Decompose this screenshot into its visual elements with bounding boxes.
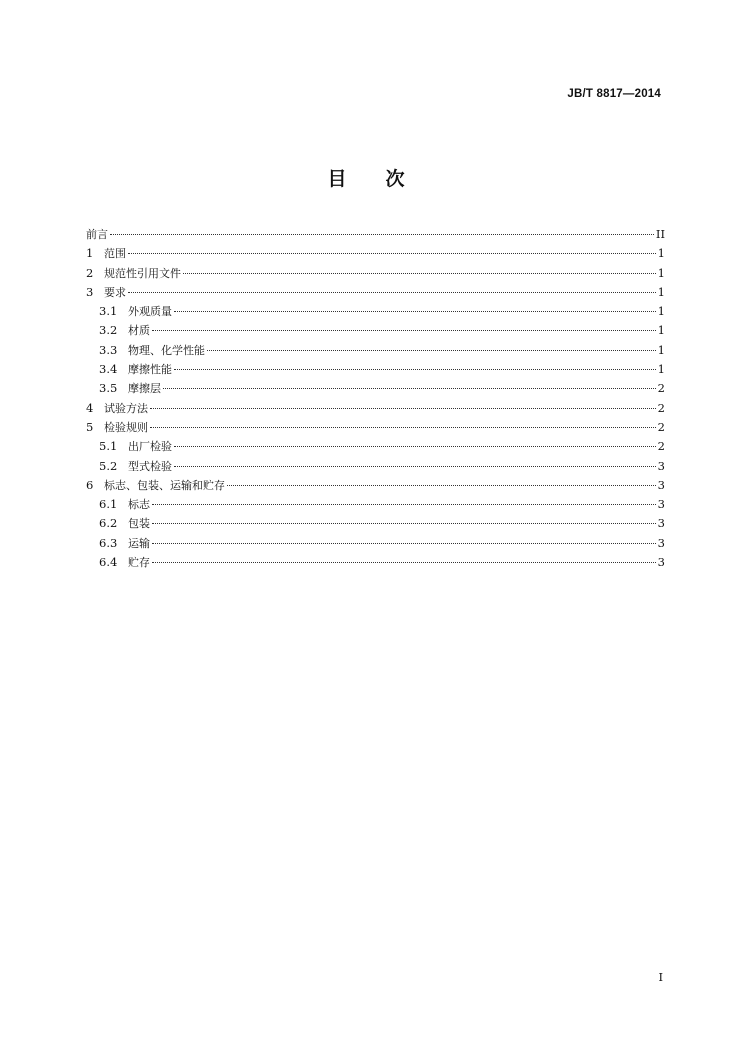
toc-entry-label: 贮存 [128, 556, 150, 570]
toc-entry-label: 标志 [128, 498, 150, 512]
toc-entry[interactable] [86, 379, 665, 398]
toc-entry[interactable] [86, 283, 665, 302]
toc-entry-label: 前言 [86, 228, 108, 241]
toc-entry-number: 6 [86, 477, 94, 492]
toc-entry-label: 范围 [104, 247, 126, 261]
toc-entry[interactable] [86, 495, 665, 514]
toc-entry-page: 2 [657, 439, 665, 454]
toc-entry-page: 1 [657, 342, 665, 357]
toc-entry-label: 摩擦性能 [128, 363, 172, 377]
toc-entry[interactable] [86, 534, 665, 553]
toc-entry[interactable] [86, 302, 665, 321]
page-number: I [658, 970, 663, 984]
toc-entry-page: 1 [657, 323, 665, 338]
toc-entry-number: 4 [86, 400, 94, 415]
toc-leader-dots [152, 504, 656, 505]
toc-entry-page: 1 [657, 284, 665, 299]
toc-entry-page: 2 [657, 419, 665, 434]
toc-entry-page: 3 [657, 458, 665, 473]
toc-entry-label: 运输 [128, 536, 150, 550]
toc-leader-dots [174, 446, 656, 447]
toc-entry[interactable] [86, 321, 665, 340]
toc-leader-dots [110, 234, 654, 235]
table-of-contents [86, 225, 665, 572]
toc-entry-label: 包装 [128, 517, 150, 531]
toc-entry-page: 2 [657, 381, 665, 396]
toc-leader-dots [174, 369, 656, 370]
document-code: JB/T 8817—2014 [567, 88, 661, 100]
toc-leader-dots [174, 466, 656, 467]
toc-entry[interactable] [86, 360, 665, 379]
toc-leader-dots [152, 543, 656, 544]
toc-entry-number: 3.1 [99, 304, 118, 319]
toc-entry-number: 5.2 [99, 458, 118, 473]
toc-leader-dots [152, 523, 656, 524]
toc-entry-page: 3 [657, 497, 665, 512]
toc-entry-number: 6.1 [99, 497, 118, 512]
toc-entry-number: 3.3 [99, 342, 118, 357]
toc-leader-dots [152, 330, 656, 331]
toc-entry-page: 1 [657, 246, 665, 261]
toc-entry-page: 3 [657, 535, 665, 550]
toc-entry[interactable] [86, 437, 665, 456]
toc-leader-dots [163, 388, 656, 389]
toc-entry-number: 5 [86, 419, 94, 434]
toc-entry-label: 型式检验 [128, 459, 172, 473]
toc-entry-number: 3.5 [99, 381, 118, 396]
toc-entry-page: II [655, 227, 665, 241]
toc-leader-dots [152, 562, 656, 563]
toc-entry[interactable] [86, 418, 665, 437]
toc-entry-label: 外观质量 [128, 305, 172, 319]
toc-entry-label: 要求 [104, 285, 126, 299]
toc-entry-number: 2 [86, 265, 94, 280]
toc-leader-dots [128, 292, 656, 293]
toc-entry-label: 出厂检验 [128, 440, 172, 454]
toc-entry-number: 1 [86, 246, 94, 261]
toc-entry-number: 6.4 [99, 555, 118, 570]
toc-entry-label: 试验方法 [104, 401, 148, 415]
toc-leader-dots [207, 350, 656, 351]
toc-entry[interactable] [86, 264, 665, 283]
toc-entry-label: 物理、化学性能 [128, 343, 205, 357]
toc-entry-number: 6.3 [99, 535, 118, 550]
toc-entry-number: 6.2 [99, 516, 118, 531]
toc-entry[interactable] [86, 476, 665, 495]
toc-entry-number: 5.1 [99, 439, 118, 454]
toc-leader-dots [150, 427, 656, 428]
toc-entry-label: 摩擦层 [128, 382, 161, 396]
toc-entry-label: 标志、包装、运输和贮存 [104, 478, 225, 492]
page-title-left: 目 [327, 168, 348, 190]
toc-entry[interactable] [86, 399, 665, 418]
toc-entry-page: 1 [657, 265, 665, 280]
toc-entry[interactable] [86, 553, 665, 572]
toc-entry-page: 1 [657, 304, 665, 319]
toc-leader-dots [150, 408, 656, 409]
toc-entry-page: 3 [657, 555, 665, 570]
page-title [0, 164, 733, 191]
toc-entry-label: 材质 [128, 324, 150, 338]
toc-entry-number: 3 [86, 284, 94, 299]
toc-entry[interactable] [86, 457, 665, 476]
toc-entry-page: 3 [657, 516, 665, 531]
page-title-right: 次 [385, 168, 406, 190]
toc-entry-page: 1 [657, 362, 665, 377]
toc-leader-dots [128, 253, 656, 254]
toc-leader-dots [227, 485, 656, 486]
toc-entry-page: 3 [657, 477, 665, 492]
toc-entry-number: 3.4 [99, 362, 118, 377]
toc-entry-page: 2 [657, 400, 665, 415]
toc-entry-number: 3.2 [99, 323, 118, 338]
toc-entry[interactable] [86, 341, 665, 360]
toc-leader-dots [174, 311, 656, 312]
toc-entry[interactable] [86, 514, 665, 533]
toc-entry-label: 检验规则 [104, 420, 148, 434]
toc-entry[interactable] [86, 225, 665, 244]
toc-leader-dots [183, 273, 656, 274]
toc-entry-label: 规范性引用文件 [104, 266, 181, 280]
toc-entry[interactable] [86, 244, 665, 263]
